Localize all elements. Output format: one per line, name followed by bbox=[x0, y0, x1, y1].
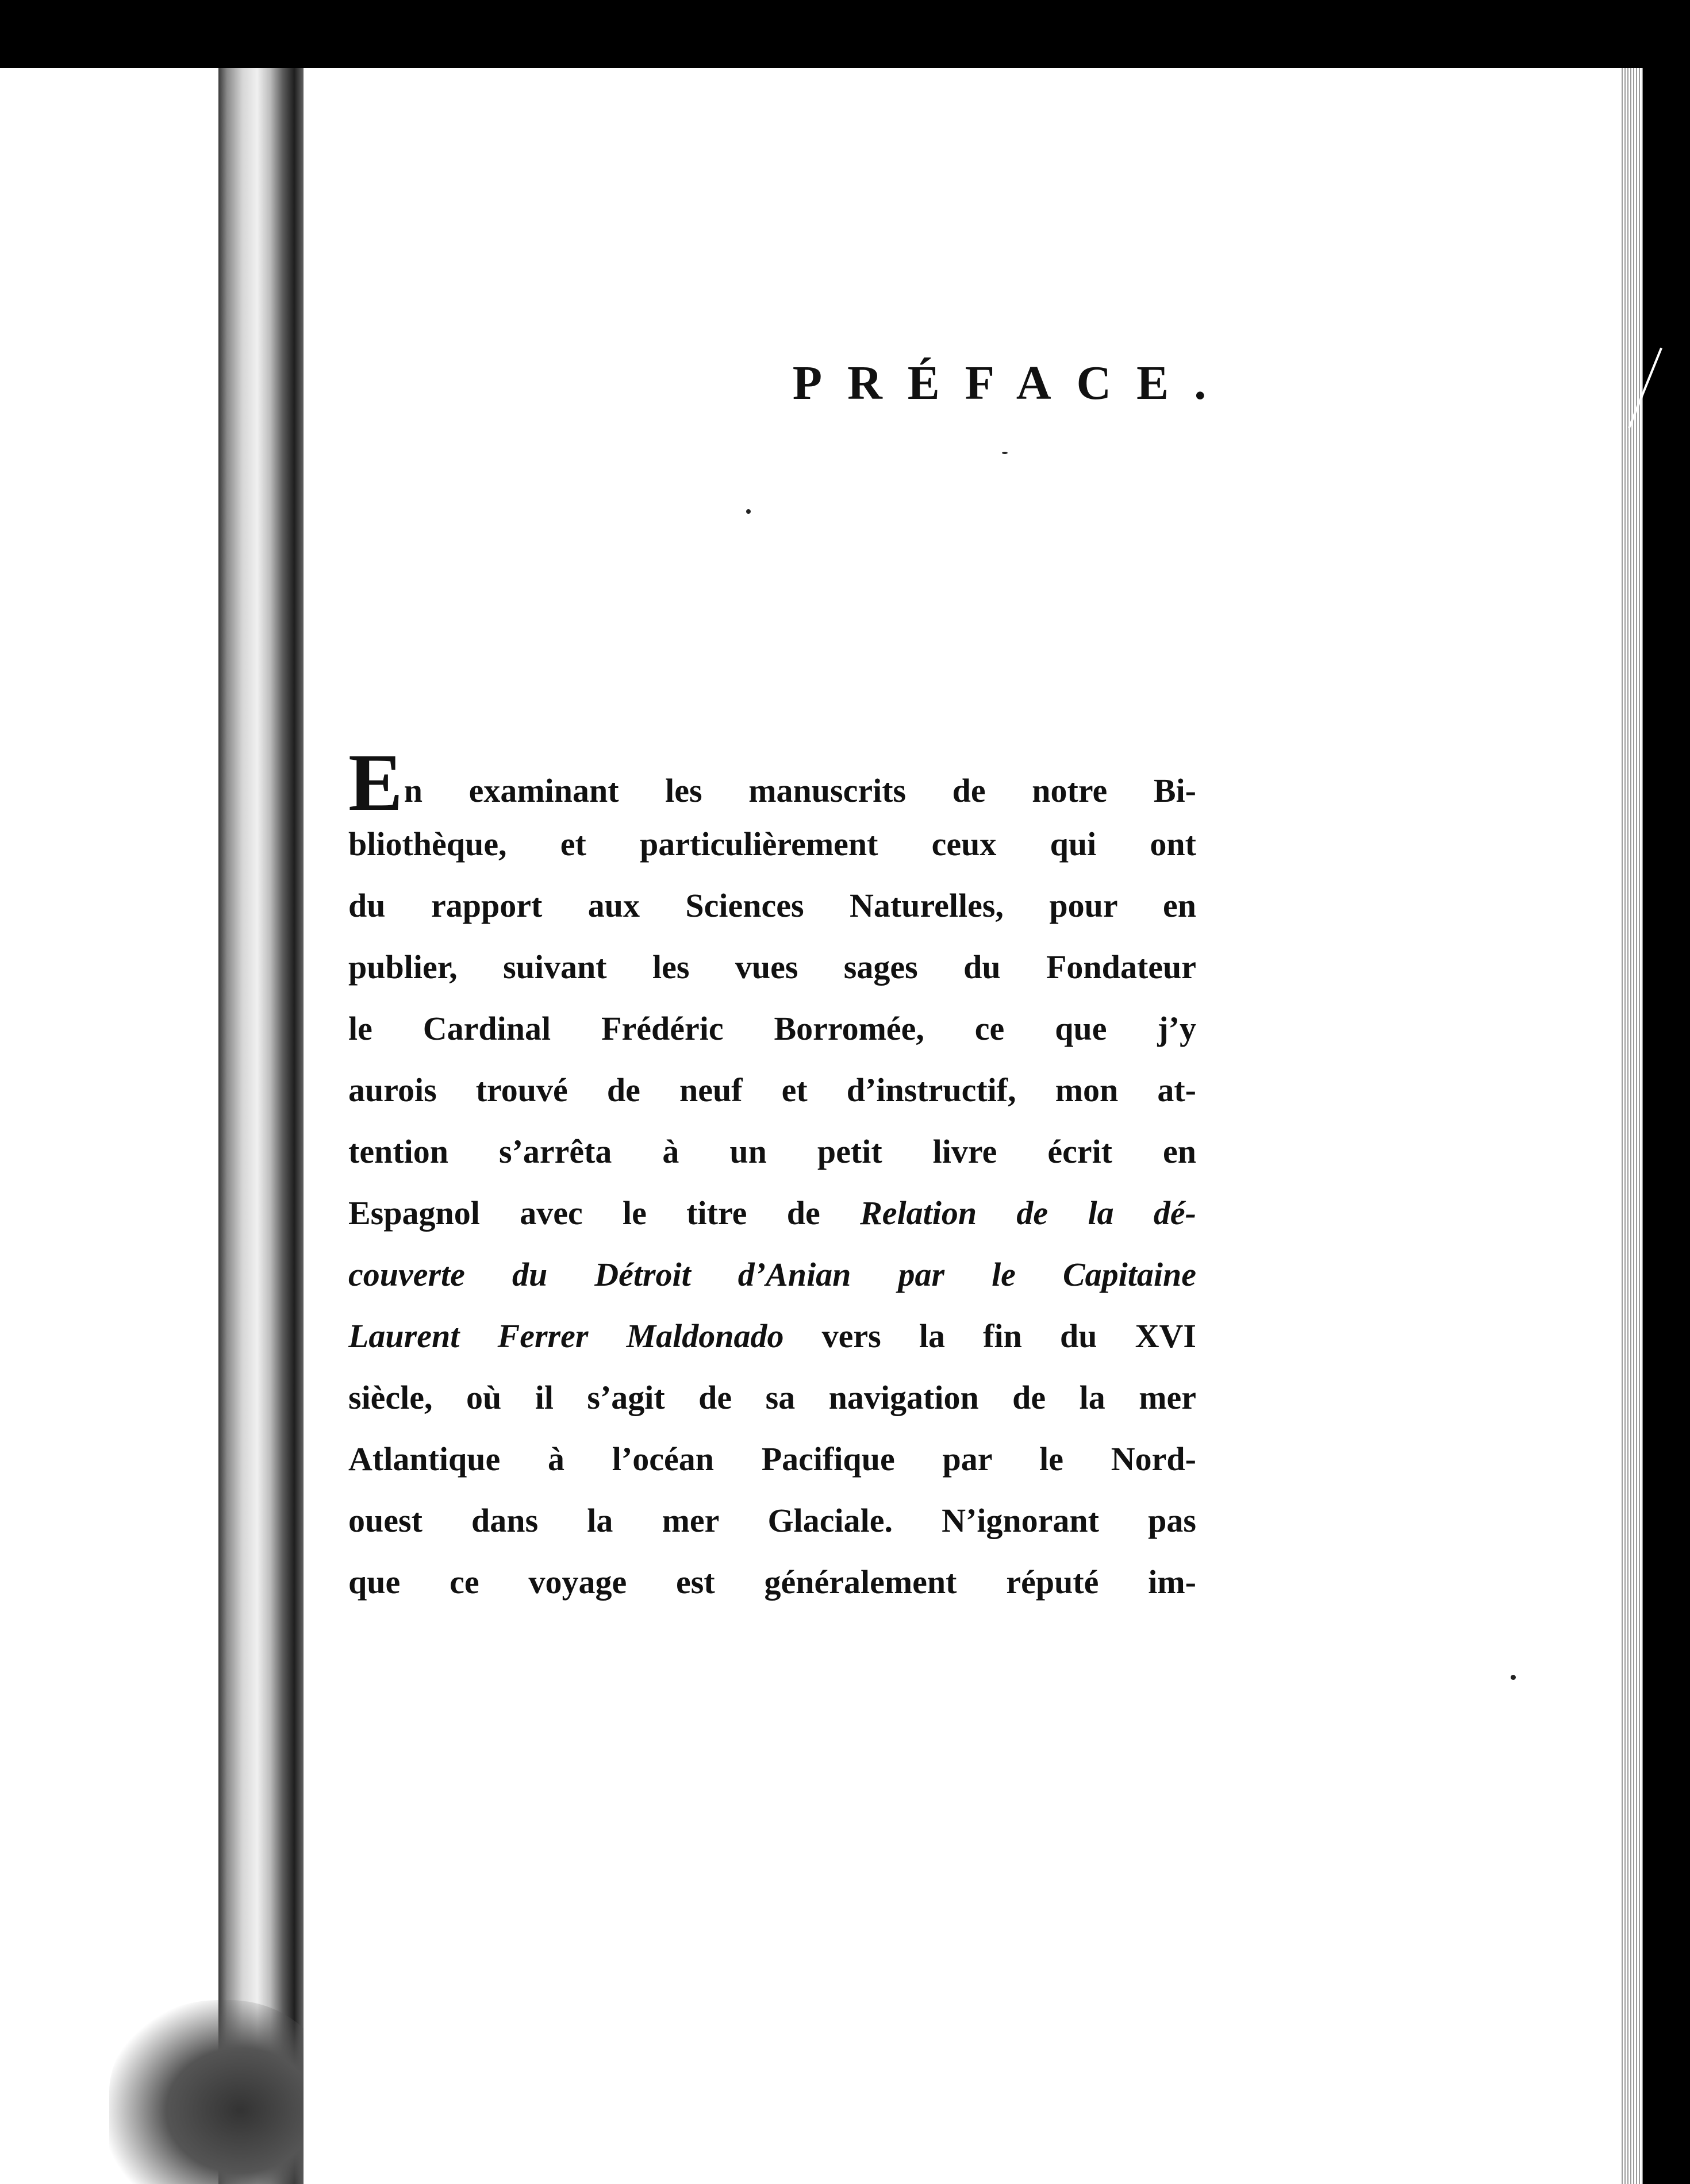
preface-body bbox=[348, 752, 1196, 1613]
italic-title: Relation de la dé- bbox=[860, 1194, 1196, 1232]
gutter-shadow bbox=[109, 2000, 328, 2184]
italic-title: couverte du Détroit d’Anian par le Capitaine bbox=[348, 1256, 1196, 1293]
page-title: PRÉFACE. bbox=[792, 356, 1232, 410]
text-line: ouest dans la mer Glaciale. N’ignorant pas bbox=[348, 1502, 1196, 1539]
text-line: siècle, où il s’agit de sa navigation de la mer bbox=[348, 1379, 1196, 1416]
ink-speck bbox=[746, 509, 751, 514]
book-gutter bbox=[218, 68, 305, 2184]
text-line: tention s’arrêta à un petit livre écrit en bbox=[348, 1133, 1196, 1170]
text-line: le Cardinal Frédéric Borromée, ce que j’y bbox=[348, 1010, 1196, 1047]
text-line: du rapport aux Sciences Naturelles, pour en bbox=[348, 887, 1196, 924]
ink-speck bbox=[1511, 1675, 1516, 1680]
text-line: aurois trouvé de neuf et d’instructif, mon at- bbox=[348, 1071, 1196, 1109]
book-page bbox=[304, 68, 1620, 2184]
text-line: Atlantique à l’océan Pacifique par le Nord- bbox=[348, 1440, 1196, 1478]
text-line: publier, suivant les vues sages du Fondateur bbox=[348, 948, 1196, 986]
text-line: que ce voyage est généralement réputé im- bbox=[348, 1563, 1196, 1601]
text-line: bliothèque, et particulièrement ceux qui ont bbox=[348, 825, 1196, 863]
drop-cap: E bbox=[348, 752, 403, 813]
italic-title: Laurent Ferrer Maldonado bbox=[348, 1317, 784, 1355]
left-facing-page bbox=[0, 68, 218, 2184]
page-edges bbox=[1620, 68, 1643, 2184]
ink-speck bbox=[1002, 452, 1008, 454]
text-line: Espagnol avec le titre de Relation de la dé- bbox=[348, 1194, 1196, 1232]
text-line: En examinant les manuscrits de notre Bi- bbox=[348, 752, 1196, 813]
text-line: Laurent Ferrer Maldonado vers la fin du XVI bbox=[348, 1317, 1196, 1355]
text-line bbox=[348, 1244, 1196, 1305]
